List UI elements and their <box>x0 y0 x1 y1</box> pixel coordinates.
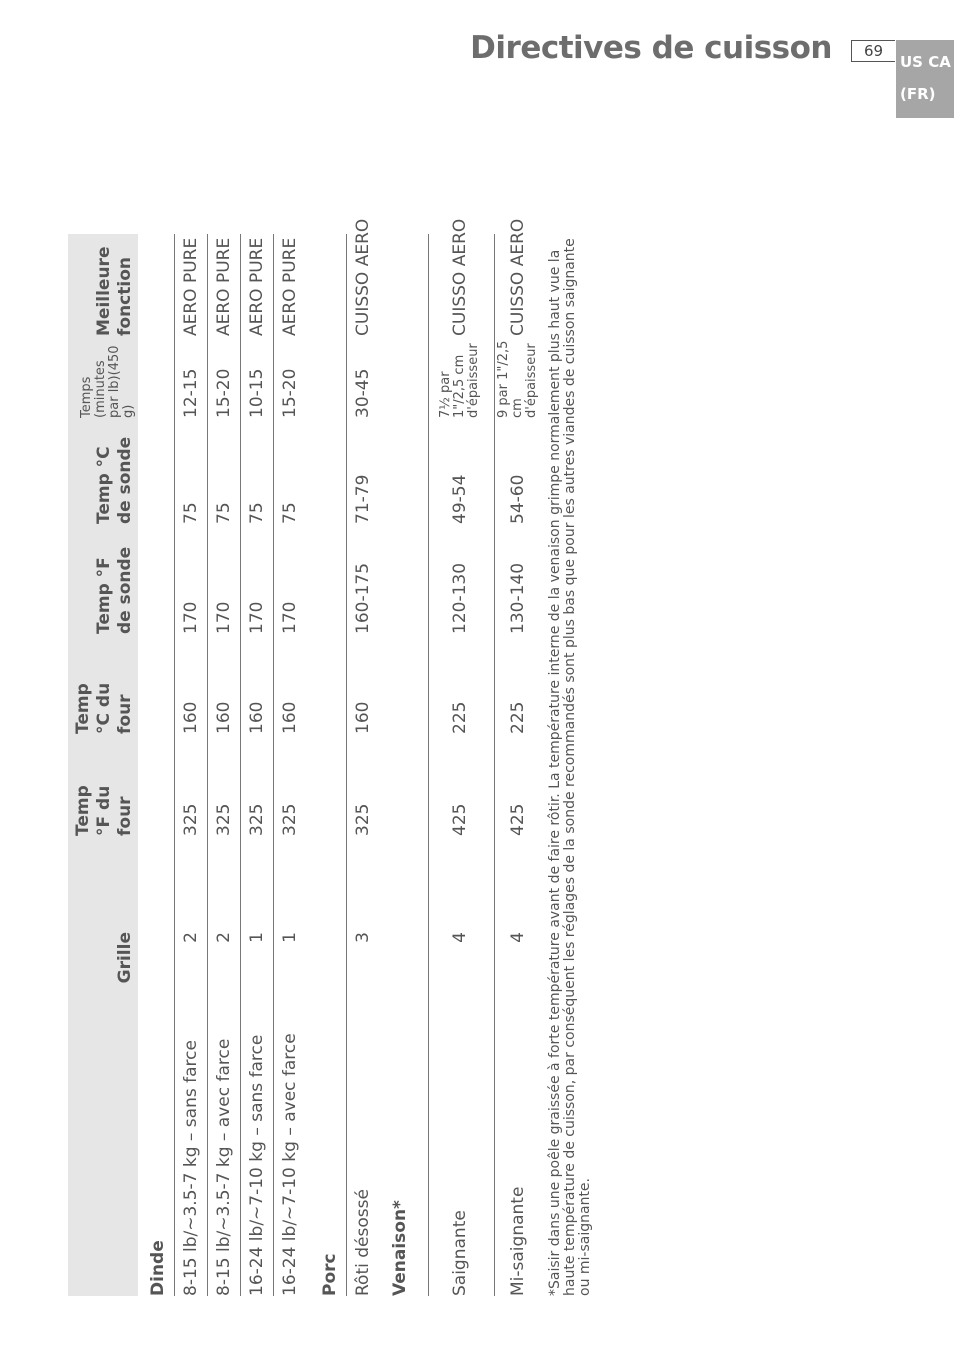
cell-probe-c: 71-79 <box>353 474 373 524</box>
header-oven-f: Temp °F du four <box>73 785 135 836</box>
cell-rack: 3 <box>353 932 373 943</box>
cell-time: 10-15 <box>247 368 267 418</box>
cell-function: AERO PURE <box>280 237 300 336</box>
cell-oven-c: 160 <box>280 701 300 734</box>
table-row <box>273 234 306 1296</box>
section-title-porc: Porc <box>320 1253 340 1296</box>
cell-rack: 4 <box>449 932 470 943</box>
cell-rack: 2 <box>181 932 201 943</box>
cell-function: AERO PURE <box>214 237 234 336</box>
row-label: 16-24 lb/~7-10 kg – avec farce <box>280 1033 300 1296</box>
region-label: US CA <box>900 53 951 71</box>
cell-oven-f: 425 <box>507 803 528 836</box>
header-rack: Grille <box>115 932 135 984</box>
cell-function: CUISSO AERO <box>353 218 373 336</box>
table-row <box>240 234 273 1296</box>
cell-oven-c: 225 <box>507 701 528 734</box>
header-function: Meilleure fonction <box>94 246 135 336</box>
cell-time: 30-45 <box>353 368 373 418</box>
table-row <box>346 218 379 1296</box>
cell-probe-c: 49-54 <box>449 474 470 524</box>
cell-probe-f: 130-140 <box>507 562 528 634</box>
cell-oven-f: 325 <box>247 803 267 836</box>
cell-oven-f: 425 <box>449 803 470 836</box>
cell-probe-c: 75 <box>247 502 267 524</box>
cell-probe-c: 75 <box>214 502 234 524</box>
cell-oven-c: 160 <box>181 701 201 734</box>
cell-oven-c: 225 <box>449 701 470 734</box>
cell-rack: 2 <box>214 932 234 943</box>
cell-time: 7½ par 1"/2,5 cm d'épaisseur <box>437 343 481 418</box>
cell-rack: 1 <box>247 932 267 943</box>
page-title: Directives de cuisson <box>470 30 832 66</box>
cell-function: AERO PURE <box>247 237 267 336</box>
header-time: Temps (minutes par lb)(450 g) <box>79 345 136 418</box>
table-header <box>68 234 138 1296</box>
cell-probe-f: 170 <box>214 601 234 634</box>
cooking-table-rotated <box>68 218 608 1296</box>
cell-time: 12-15 <box>181 368 201 418</box>
section-title-venaison: Venaison* <box>390 1200 410 1296</box>
table-row <box>207 234 240 1296</box>
cell-rack: 1 <box>280 932 300 943</box>
cell-function: CUISSO AERO <box>449 218 470 336</box>
row-label: Rôti désossé <box>353 1189 373 1296</box>
row-label: 8-15 lb/~3.5-7 kg – avec farce <box>214 1038 234 1296</box>
cell-probe-c: 75 <box>280 502 300 524</box>
header-probe-c: Temp °C de sonde <box>94 436 135 524</box>
cell-probe-f: 160-175 <box>353 562 373 634</box>
cell-probe-f: 170 <box>280 601 300 634</box>
cell-rack: 4 <box>507 932 528 943</box>
table-row <box>494 218 540 1296</box>
table-row <box>428 218 490 1296</box>
cell-oven-c: 160 <box>247 701 267 734</box>
cell-oven-f: 325 <box>353 803 373 836</box>
cell-time: 9 par 1"/2,5 cm d'épaisseur <box>495 340 539 418</box>
row-label: 8-15 lb/~3.5-7 kg – sans farce <box>181 1040 201 1296</box>
cell-oven-c: 160 <box>353 701 373 734</box>
row-label: Saignante <box>449 1210 470 1296</box>
table-row <box>174 234 207 1296</box>
cell-function: CUISSO AERO <box>507 218 528 336</box>
cell-function: AERO PURE <box>181 237 201 336</box>
cell-oven-f: 325 <box>214 803 234 836</box>
language-label: (FR) <box>900 85 936 103</box>
cell-time: 15-20 <box>280 368 300 418</box>
footnote: *Saisir dans une poêle graissée à forte température avant de faire rôtir. La température interne de la venaison grimpe normalement plus haut vue la haute température de cuisson, par conséquent les réglages de la sonde recommandés sont plus bas que pour les autres viandes de cuisson saignante ou mi-saignante. <box>547 238 593 1296</box>
header-oven-c: Temp °C du four <box>73 682 135 734</box>
cell-time: 15-20 <box>214 368 234 418</box>
row-label: 16-24 lb/~7-10 kg – sans farce <box>247 1034 267 1296</box>
header-probe-f: Temp °F de sonde <box>94 546 135 634</box>
page-number: 69 <box>851 40 895 62</box>
cell-probe-f: 170 <box>247 601 267 634</box>
row-label: Mi-saignante <box>507 1186 528 1296</box>
cell-probe-c: 75 <box>181 502 201 524</box>
cell-probe-f: 170 <box>181 601 201 634</box>
cell-probe-c: 54-60 <box>507 474 528 524</box>
section-title-dinde: Dinde <box>148 1240 168 1296</box>
cell-oven-f: 325 <box>181 803 201 836</box>
region-tab <box>896 40 954 118</box>
cell-probe-f: 120-130 <box>449 562 470 634</box>
cell-oven-f: 325 <box>280 803 300 836</box>
cell-oven-c: 160 <box>214 701 234 734</box>
